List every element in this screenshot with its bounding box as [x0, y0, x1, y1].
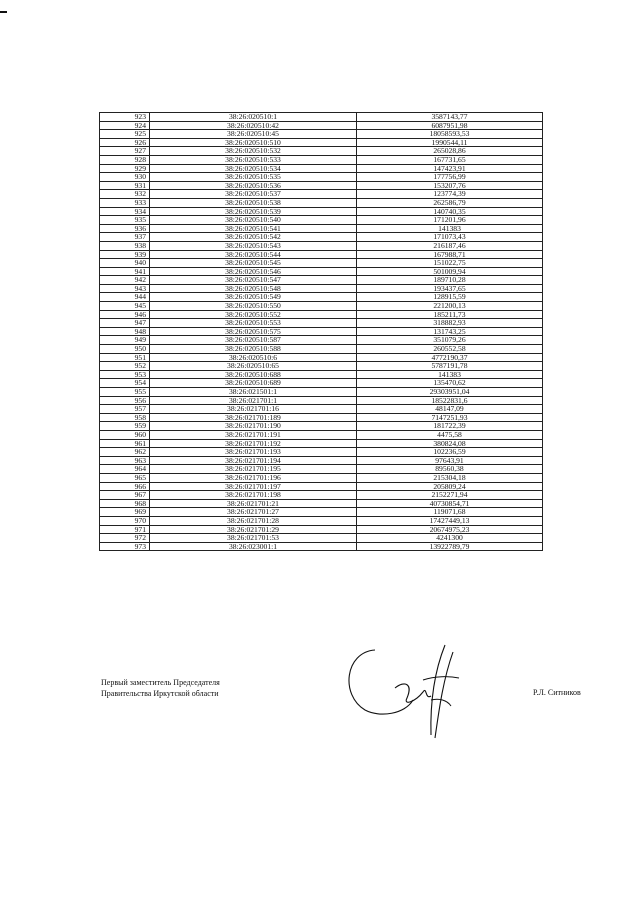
table-row: [100, 267, 543, 276]
row-number: 951: [100, 353, 150, 362]
cadastral-value: 205809,24: [357, 482, 543, 491]
cadastral-value: 380824,08: [357, 439, 543, 448]
table-row: [100, 439, 543, 448]
signatory-title: [101, 677, 220, 699]
cadastral-number: 38:26:020510:510: [150, 138, 357, 147]
row-number: 949: [100, 336, 150, 345]
table-row: [100, 516, 543, 525]
cadastral-value: 3587143,77: [357, 113, 543, 122]
cadastral-number: 38:26:020510:587: [150, 336, 357, 345]
cadastral-number: 38:26:021701:16: [150, 405, 357, 414]
signatory-title-line-1: Первый заместитель Председателя: [101, 678, 220, 687]
row-number: 959: [100, 422, 150, 431]
table-row: [100, 276, 543, 285]
table-row: [100, 525, 543, 534]
cadastral-value: 7147251,93: [357, 413, 543, 422]
cadastral-number: 38:26:021701:192: [150, 439, 357, 448]
row-number: 928: [100, 155, 150, 164]
row-number: 966: [100, 482, 150, 491]
table-row: [100, 147, 543, 156]
row-number: 962: [100, 448, 150, 457]
row-number: 943: [100, 284, 150, 293]
cadastral-value: 97643,91: [357, 456, 543, 465]
cadastral-value: 18058593,53: [357, 130, 543, 139]
cadastral-number: 38:26:021701:194: [150, 456, 357, 465]
table-row: [100, 362, 543, 371]
row-number: 950: [100, 345, 150, 354]
cadastral-value: 20674975,23: [357, 525, 543, 534]
cadastral-value: 4241300: [357, 534, 543, 543]
cadastral-number: 38:26:020510:544: [150, 250, 357, 259]
cadastral-value: 221200,13: [357, 302, 543, 311]
table-row: [100, 388, 543, 397]
table-row: [100, 379, 543, 388]
table-row: [100, 198, 543, 207]
row-number: 937: [100, 233, 150, 242]
row-number: 947: [100, 319, 150, 328]
cadastral-value: 123774,39: [357, 190, 543, 199]
table-row: [100, 207, 543, 216]
table-row: [100, 121, 543, 130]
table-row: [100, 155, 543, 164]
cadastral-value: 351079,26: [357, 336, 543, 345]
cadastral-value: 141383: [357, 370, 543, 379]
row-number: 972: [100, 534, 150, 543]
row-number: 968: [100, 499, 150, 508]
row-number: 956: [100, 396, 150, 405]
cadastral-number: 38:26:021701:193: [150, 448, 357, 457]
cadastral-value: 1990544,11: [357, 138, 543, 147]
table-row: [100, 534, 543, 543]
cadastral-value: 185211,73: [357, 310, 543, 319]
table-row: [100, 353, 543, 362]
cadastral-value: 13922789,79: [357, 542, 543, 551]
row-number: 941: [100, 267, 150, 276]
cadastral-number: 38:26:021701:196: [150, 473, 357, 482]
cadastral-value: 151022,75: [357, 259, 543, 268]
handwritten-signature: [335, 640, 475, 740]
cadastral-value: 6087951,98: [357, 121, 543, 130]
table-row: [100, 336, 543, 345]
signatory-name: Р.Л. Ситников: [533, 688, 581, 697]
cadastral-number: 38:26:020510:689: [150, 379, 357, 388]
table-row: [100, 422, 543, 431]
cadastral-number: 38:26:020510:532: [150, 147, 357, 156]
cadastral-number: 38:26:020510:575: [150, 327, 357, 336]
cadastral-number: 38:26:020510:535: [150, 173, 357, 182]
cadastral-number: 38:26:021701:28: [150, 516, 357, 525]
table-row: [100, 491, 543, 500]
table-row: [100, 302, 543, 311]
table-row: [100, 482, 543, 491]
table-row: [100, 224, 543, 233]
table-row: [100, 310, 543, 319]
row-number: 957: [100, 405, 150, 414]
row-number: 926: [100, 138, 150, 147]
cadastral-number: 38:26:020510:553: [150, 319, 357, 328]
row-number: 971: [100, 525, 150, 534]
cadastral-value: 501009,94: [357, 267, 543, 276]
cadastral-number: 38:26:023001:1: [150, 542, 357, 551]
cadastral-value: 153207,76: [357, 181, 543, 190]
table-body: [100, 113, 543, 551]
cadastral-number: 38:26:020510:541: [150, 224, 357, 233]
table-row: [100, 164, 543, 173]
cadastral-value: 128915,59: [357, 293, 543, 302]
row-number: 942: [100, 276, 150, 285]
row-number: 963: [100, 456, 150, 465]
cadastral-value: 29303951,04: [357, 388, 543, 397]
cadastral-value: 193437,65: [357, 284, 543, 293]
row-number: 961: [100, 439, 150, 448]
table-row: [100, 138, 543, 147]
cadastral-value: 102236,59: [357, 448, 543, 457]
table-row: [100, 396, 543, 405]
table-row: [100, 448, 543, 457]
cadastral-number: 38:26:020510:547: [150, 276, 357, 285]
row-number: 940: [100, 259, 150, 268]
cadastral-value: 119071,68: [357, 508, 543, 517]
cadastral-number: 38:26:020510:6: [150, 353, 357, 362]
cadastral-number: 38:26:020510:536: [150, 181, 357, 190]
cadastral-number: 38:26:021701:195: [150, 465, 357, 474]
cadastral-number: 38:26:021501:1: [150, 388, 357, 397]
cadastral-number: 38:26:020510:538: [150, 198, 357, 207]
table-row: [100, 473, 543, 482]
cadastral-value: 265028,86: [357, 147, 543, 156]
row-number: 924: [100, 121, 150, 130]
cadastral-value: 167731,65: [357, 155, 543, 164]
row-number: 944: [100, 293, 150, 302]
row-number: 948: [100, 327, 150, 336]
table-row: [100, 173, 543, 182]
table-row: [100, 190, 543, 199]
cadastral-number: 38:26:021701:189: [150, 413, 357, 422]
cadastral-value: 4475,58: [357, 430, 543, 439]
table-row: [100, 216, 543, 225]
cadastral-number: 38:26:020510:552: [150, 310, 357, 319]
cadastral-value: 215304,18: [357, 473, 543, 482]
scan-corner-mark: [0, 11, 7, 13]
cadastral-value: 89560,38: [357, 465, 543, 474]
cadastral-value: 177756,99: [357, 173, 543, 182]
row-number: 970: [100, 516, 150, 525]
cadastral-value: 167988,71: [357, 250, 543, 259]
cadastral-value: 131743,25: [357, 327, 543, 336]
row-number: 952: [100, 362, 150, 371]
row-number: 939: [100, 250, 150, 259]
cadastral-number: 38:26:020510:540: [150, 216, 357, 225]
table-row: [100, 456, 543, 465]
row-number: 927: [100, 147, 150, 156]
row-number: 964: [100, 465, 150, 474]
table-row: [100, 233, 543, 242]
cadastral-value: 17427449,13: [357, 516, 543, 525]
cadastral-number: 38:26:020510:65: [150, 362, 357, 371]
cadastral-value: 147423,91: [357, 164, 543, 173]
table-row: [100, 430, 543, 439]
table-row: [100, 241, 543, 250]
row-number: 933: [100, 198, 150, 207]
cadastral-value: 2152271,94: [357, 491, 543, 500]
table-row: [100, 319, 543, 328]
table-row: [100, 345, 543, 354]
row-number: 932: [100, 190, 150, 199]
cadastral-number: 38:26:020510:45: [150, 130, 357, 139]
cadastral-number: 38:26:020510:534: [150, 164, 357, 173]
table-row: [100, 465, 543, 474]
cadastral-number: 38:26:020510:550: [150, 302, 357, 311]
row-number: 931: [100, 181, 150, 190]
row-number: 967: [100, 491, 150, 500]
cadastral-number: 38:26:021701:1: [150, 396, 357, 405]
row-number: 934: [100, 207, 150, 216]
row-number: 969: [100, 508, 150, 517]
cadastral-value: 318882,93: [357, 319, 543, 328]
table-row: [100, 370, 543, 379]
table-row: [100, 293, 543, 302]
cadastral-number: 38:26:021701:29: [150, 525, 357, 534]
cadastral-value: 135470,62: [357, 379, 543, 388]
table-row: [100, 250, 543, 259]
table-row: [100, 413, 543, 422]
row-number: 955: [100, 388, 150, 397]
cadastral-number: 38:26:020510:548: [150, 284, 357, 293]
cadastral-number: 38:26:020510:542: [150, 233, 357, 242]
cadastral-value: 5787191,78: [357, 362, 543, 371]
cadastral-value: 171201,96: [357, 216, 543, 225]
cadastral-value: 260552,58: [357, 345, 543, 354]
table-row: [100, 284, 543, 293]
cadastral-value: 181722,39: [357, 422, 543, 431]
cadastral-value: 189710,28: [357, 276, 543, 285]
cadastral-value-table: [99, 112, 543, 551]
cadastral-number: 38:26:020510:543: [150, 241, 357, 250]
row-number: 965: [100, 473, 150, 482]
table-row: [100, 259, 543, 268]
cadastral-number: 38:26:021701:190: [150, 422, 357, 431]
table-row: [100, 327, 543, 336]
cadastral-number: 38:26:021701:197: [150, 482, 357, 491]
table-row: [100, 113, 543, 122]
row-number: 938: [100, 241, 150, 250]
row-number: 954: [100, 379, 150, 388]
table-row: [100, 499, 543, 508]
cadastral-value: 48147,09: [357, 405, 543, 414]
row-number: 958: [100, 413, 150, 422]
cadastral-value: 40730854,71: [357, 499, 543, 508]
cadastral-number: 38:26:021701:198: [150, 491, 357, 500]
row-number: 973: [100, 542, 150, 551]
cadastral-number: 38:26:020510:537: [150, 190, 357, 199]
signatory-title-line-2: Правительства Иркутской области: [101, 689, 219, 698]
cadastral-number: 38:26:021701:27: [150, 508, 357, 517]
table-row: [100, 405, 543, 414]
cadastral-number: 38:26:020510:546: [150, 267, 357, 276]
table-row: [100, 181, 543, 190]
table-row: [100, 508, 543, 517]
row-number: 945: [100, 302, 150, 311]
cadastral-number: 38:26:021701:191: [150, 430, 357, 439]
cadastral-value: 18522831,6: [357, 396, 543, 405]
cadastral-value: 216187,46: [357, 241, 543, 250]
cadastral-number: 38:26:021701:53: [150, 534, 357, 543]
row-number: 925: [100, 130, 150, 139]
row-number: 929: [100, 164, 150, 173]
cadastral-number: 38:26:020510:549: [150, 293, 357, 302]
cadastral-number: 38:26:020510:688: [150, 370, 357, 379]
cadastral-number: 38:26:021701:21: [150, 499, 357, 508]
cadastral-value: 140740,35: [357, 207, 543, 216]
table-row: [100, 542, 543, 551]
cadastral-number: 38:26:020510:533: [150, 155, 357, 164]
cadastral-value: 262586,79: [357, 198, 543, 207]
row-number: 960: [100, 430, 150, 439]
row-number: 935: [100, 216, 150, 225]
row-number: 936: [100, 224, 150, 233]
cadastral-number: 38:26:020510:545: [150, 259, 357, 268]
row-number: 946: [100, 310, 150, 319]
cadastral-number: 38:26:020510:588: [150, 345, 357, 354]
cadastral-value: 171073,43: [357, 233, 543, 242]
row-number: 930: [100, 173, 150, 182]
cadastral-value: 4772190,37: [357, 353, 543, 362]
row-number: 923: [100, 113, 150, 122]
table-row: [100, 130, 543, 139]
cadastral-number: 38:26:020510:539: [150, 207, 357, 216]
cadastral-number: 38:26:020510:1: [150, 113, 357, 122]
cadastral-value: 141383: [357, 224, 543, 233]
row-number: 953: [100, 370, 150, 379]
cadastral-number: 38:26:020510:42: [150, 121, 357, 130]
